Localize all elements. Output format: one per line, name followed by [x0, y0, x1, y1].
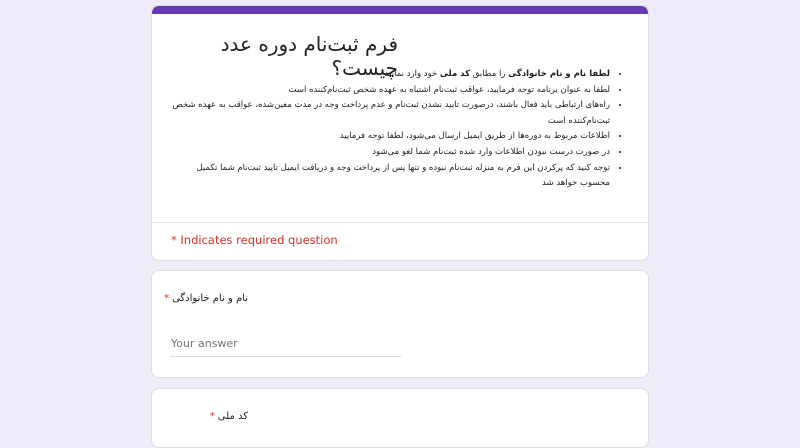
- form-header-card: [151, 5, 649, 261]
- description-item: • توجه کنید که پرکردن این فرم به منزله ثبت‌نام نبوده و تنها پس از پرداخت وجه و دریافت ایمیل تایید ثبت‌نام شما تکمیل محسوب خواهد شد: [172, 161, 610, 192]
- header-accent-bar: [152, 6, 648, 14]
- question-title: [152, 389, 648, 422]
- form-title: فرم ثبت‌نام دوره عدد چیست؟: [220, 32, 398, 80]
- form-description: [152, 67, 648, 192]
- description-item: • لطفا نام و نام خانوادگی را مطابق کد ملی خود وارد نمایید: [172, 67, 610, 83]
- question-title: [152, 271, 648, 304]
- question-label: کد ملی: [217, 411, 248, 422]
- description-item: • در صورت درست نبودن اطلاعات وارد شده ثبت‌نام شما لغو می‌شود: [172, 145, 610, 161]
- question-card-national-id: [151, 388, 649, 448]
- header-divider: [152, 222, 648, 223]
- required-asterisk: *: [209, 411, 215, 422]
- required-asterisk: *: [164, 293, 170, 304]
- description-item: • لطفا به عنوان برنامه توجه فرمایید، عواقب ثبت‌نام اشتباه به عهده شخص ثبت‌نام‌کننده است: [172, 83, 610, 99]
- question-card-full-name: [151, 270, 649, 378]
- required-note: * Indicates required question: [171, 233, 338, 247]
- full-name-input[interactable]: [170, 332, 401, 357]
- question-label: نام و نام خانوادگی: [172, 293, 248, 304]
- description-item: • اطلاعات مربوط به دوره‌ها از طریق ایمیل ارسال می‌شود، لطفا توجه فرمایید: [172, 129, 610, 145]
- description-item: • راه‌های ارتباطی باید فعال باشند، درصورت تایید نشدن ثبت‌نام و عدم پرداخت وجه در مدت معین‌شده، عواقب به عهده شخص ثبت‌نام‌کننده است: [172, 98, 610, 129]
